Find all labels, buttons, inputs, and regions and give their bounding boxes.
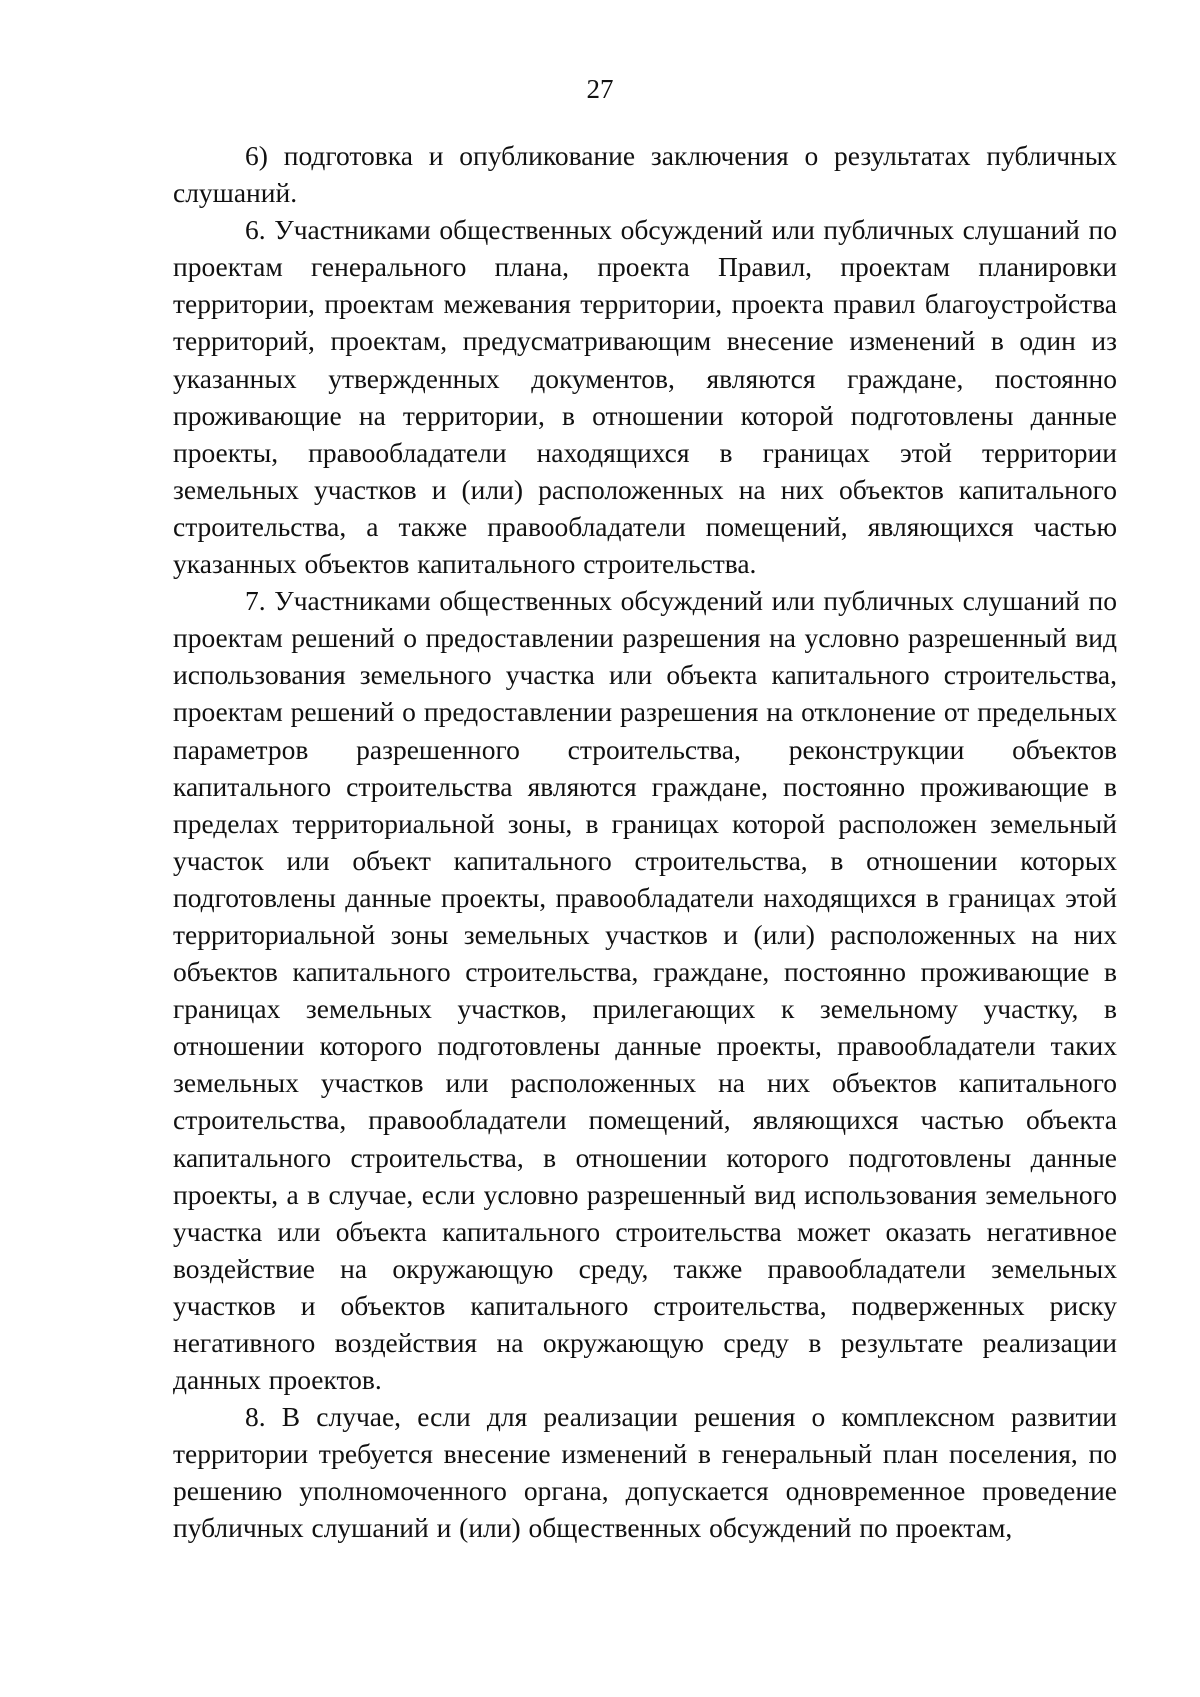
document-body <box>173 137 1117 1547</box>
paragraph-7: 7. Участниками общественных обсуждений или публичных слушаний по проектам решений о предоставлении разрешения на условно разрешенный вид использования земельного участка или объекта капитального строительства, проектам решений о предоставлении разрешения на отклонение от предельных параметров разрешенного строительства, реконструкции объектов капитального строительства являются граждане, постоянно проживающие в пределах территориальной зоны, в границах которой расположен земельный участок или объект капитального строительства, в отношении которых подготовлены данные проекты, правообладатели находящихся в границах этой территориальной зоны земельных участков и (или) расположенных на них объектов капитального строительства, граждане, постоянно проживающие в границах земельных участков, прилегающих к земельному участку, в отношении которого подготовлены данные проекты, правообладатели таких земельных участков или расположенных на них объектов капитального строительства, правообладатели помещений, являющихся частью объекта капитального строительства, в отношении которого подготовлены данные проекты, а в случае, если условно разрешенный вид использования земельного участка или объекта капитального строительства может оказать негативное воздействие на окружающую среду, также правообладатели земельных участков и объектов капитального строительства, подверженных риску негативного воздействия на окружающую среду в результате реализации данных проектов. <box>173 585 1117 1396</box>
paragraph-6: 6. Участниками общественных обсуждений или публичных слушаний по проектам генерального плана, проекта Правил, проектам планировки территории, проектам межевания территории, проекта правил благоустройства территорий, проектам, предусматривающим внесение изменений в один из указанных утвержденных документов, являются граждане, постоянно проживающие на территории, в отношении которой подготовлены данные проекты, правообладатели находящихся в границах этой территории земельных участков и (или) расположенных на них объектов капитального строительства, а также правообладатели помещений, являющихся частью указанных объектов капитального строительства. <box>173 214 1117 580</box>
paragraph-item-6-subpoint: 6) подготовка и опубликование заключения о результатах публичных слушаний. <box>173 140 1117 209</box>
page-number: 27 <box>586 74 614 104</box>
paragraph-8: 8. В случае, если для реализации решения о комплексном развитии территории требуется внесение изменений в генеральный план поселения, по решению уполномоченного органа, допускается одновременное проведение публичных слушаний и (или) общественных обсуждений по проектам, <box>173 1401 1117 1544</box>
